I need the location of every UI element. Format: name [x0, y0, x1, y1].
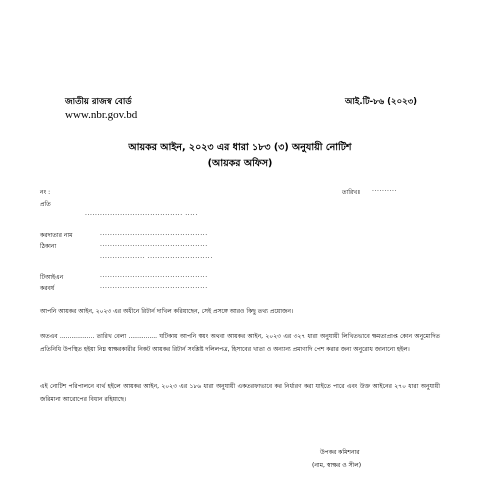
- tin-label: টিআইএন: [40, 274, 64, 281]
- recipient-blank: ....................................... .....: [85, 210, 198, 217]
- notice-subtitle: (আয়কর অফিস): [207, 158, 273, 169]
- form-code: আই.টি-৮৬ (২০২৩): [345, 97, 418, 107]
- body-paragraph-1: আপনি আয়কর আইন, ২০২৩ এর অধীনে রিটার্ন দাখিল করিয়াছেন, সেই প্রসঙ্গে আরও কিছু তথ্য প্রয়োজন।: [40, 308, 294, 315]
- address-blank-2: .................. ..........................: [100, 253, 213, 260]
- tin-blank: ...........................................: [100, 272, 208, 279]
- signature-note: (নাম, স্বাক্ষর ও সীল): [312, 462, 362, 469]
- recipient-label: প্রতি: [40, 201, 51, 208]
- address-blank-1: ...........................................: [100, 241, 208, 248]
- body-paragraph-3: এই নোটিশ পরিপালনে ব্যর্থ হইলে আয়কর আইন, ২০২৩ এর ১৮৬ ধারা অনুযায়ী একতরফাভাবে কর নির্ধারণ করা যাইতে পারে এবং উক্ত আইনের ২৭০ ধারা অনুযায়ী জরিমানা আরোপের বিধান রহিয়াছে।: [40, 383, 440, 403]
- organization-name: জাতীয় রাজস্ব বোর্ড: [65, 97, 132, 107]
- body-paragraph-2: অতএব .................. তারিখ বেলা ............... ঘটিকায় আপনি স্বয়ং অথবা আয়কর আইন, ২০২৩ এর ৩২৭ ধারা অনুযায়ী লিখিতভাবে ক্ষমতাপ্রাপ্ত কোন অনুমোদিত প্রতিনিধি উপস্থিত হইয়া নিম্ন স্বাক্ষরকারীর নিকট আয়কর রিটার্ন সংশ্লিষ্ট দলিলপত্র, হিসাবের খাতা ও অন্যান্য প্রমাণাদি পেশ করার জন্য অনুরোধ জানানো হইল।: [40, 333, 440, 353]
- date-label: তারিখঃ: [342, 189, 361, 196]
- tax-year-label: করবর্ষ: [40, 285, 55, 292]
- taxpayer-name-label: করদাতার নাম: [40, 232, 73, 239]
- website: www.nbr.gov.bd: [65, 109, 138, 121]
- reference-number-label: নং :: [40, 189, 51, 196]
- tax-year-blank: ...........................................: [100, 283, 208, 290]
- date-blank: ..........: [372, 186, 398, 193]
- address-label: ঠিকানা: [40, 243, 57, 250]
- signatory-designation: উপকর কমিশনার: [320, 449, 360, 456]
- taxpayer-name-blank: ...........................................: [100, 230, 208, 237]
- notice-title: আয়কর আইন, ২০২৩ এর ধারা ১৮৩ (৩) অনুযায়ী নোটিশ: [128, 142, 352, 153]
